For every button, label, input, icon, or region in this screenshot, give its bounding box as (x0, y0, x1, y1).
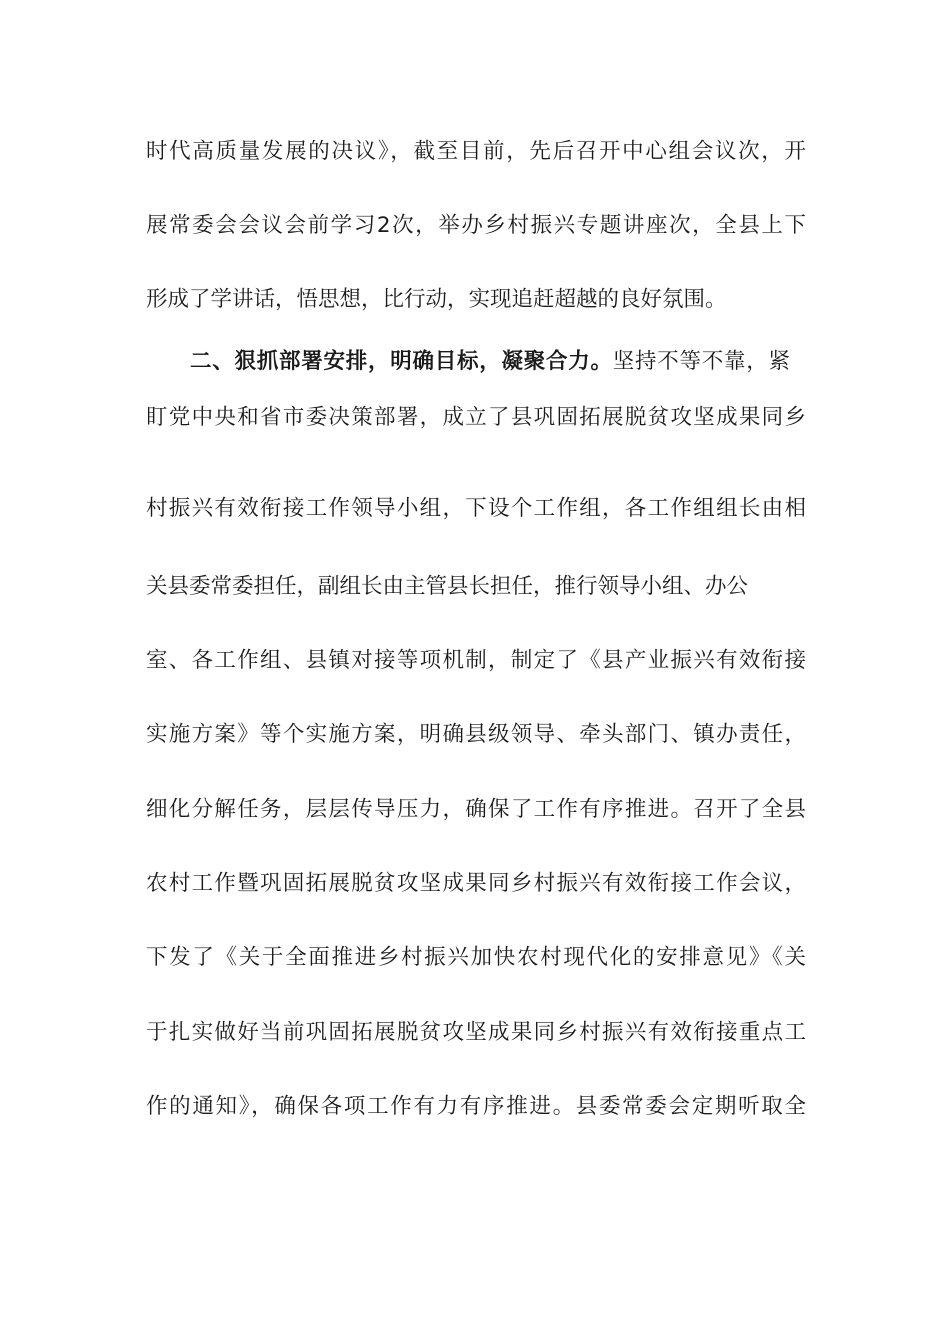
text-line-13: 于扎实做好当前巩固拓展脱贫攻坚成果同乡村振兴有效衔接重点工 (146, 1020, 806, 1045)
text-line-12: 下发了《关于全面推进乡村振兴加快农村现代化的安排意见》《关 (146, 945, 806, 970)
section-heading-line (190, 342, 790, 382)
text-line-2: 展常委会会议会前学习2次，举办乡村振兴专题讲座次，全县上下 (146, 213, 806, 238)
section-heading: 二、狠抓部署安排，明确目标，凝聚合力。 (190, 349, 613, 374)
text-line-3: 形成了学讲话，悟思想，比行动，实现追赶超越的良好氛围。 (146, 287, 727, 312)
text-line-5: 盯党中央和省市委决策部署，成立了县巩固拓展脱贫攻坚成果同乡 (146, 405, 806, 430)
text-line-1: 时代高质量发展的决议》，截至目前，先后召开中心组会议次，开 (146, 139, 806, 164)
text-line-8: 室、各工作组、县镇对接等项机制，制定了《县产业振兴有效衔接 (146, 648, 806, 673)
text-line-6: 村振兴有效衔接工作领导小组，下设个工作组，各工作组组长由相 (146, 496, 806, 521)
text-line-9: 实施方案》等个实施方案，明确县级领导、牵头部门、镇办责任， (146, 722, 806, 747)
text-line-7: 关县委常委担任，副组长由主管县长担任，推行领导小组、办公 (146, 574, 749, 599)
text-line-14: 作的通知》，确保各项工作有力有序推进。县委常委会定期听取全 (146, 1094, 806, 1119)
text-line-11: 农村工作暨巩固拓展脱贫攻坚成果同乡村振兴有效衔接工作会议， (146, 871, 806, 896)
text-line-10: 细化分解任务，层层传导压力，确保了工作有序推进。召开了全县 (146, 797, 806, 822)
section-heading-continuation: 坚持不等不靠，紧 (612, 349, 790, 374)
